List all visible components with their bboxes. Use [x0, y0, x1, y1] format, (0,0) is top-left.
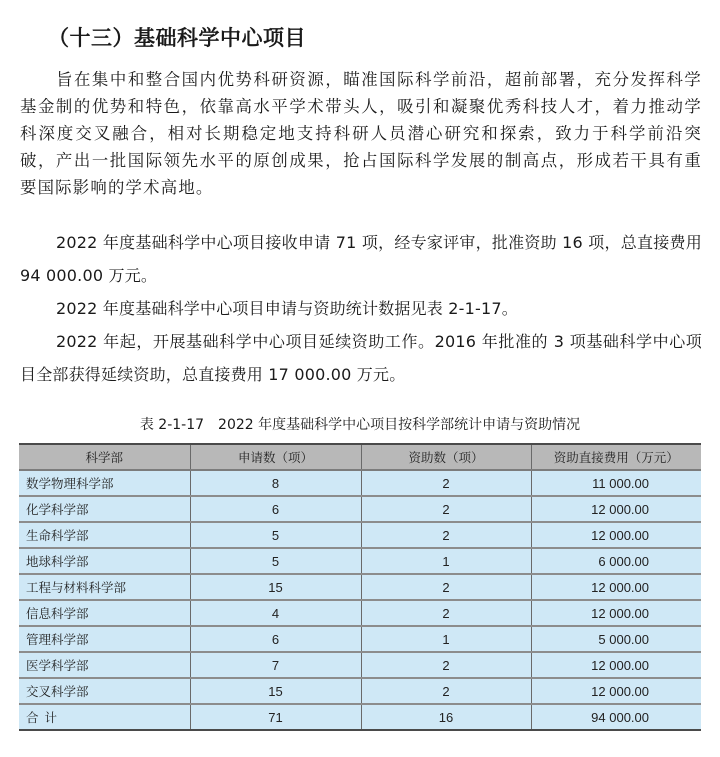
department-cell: 合计 [19, 704, 190, 730]
department-cell: 数学物理科学部 [19, 470, 190, 496]
table-caption-title: 2022 年度基础科学中心项目按科学部统计申请与资助情况 [218, 417, 581, 433]
department-cell: 工程与材料科学部 [19, 574, 190, 600]
funded-cell: 2 [361, 678, 531, 704]
table-row [19, 600, 701, 626]
direct-cost-cell: 11 000.00 [531, 470, 701, 496]
table-row [19, 652, 701, 678]
continuation-funding-paragraph: 2022 年起，开展基础科学中心项目延续资助工作。2016 年批准的 3 项基础科学中心项目全部获得延续资助，总直接费用 17 000.00 万元。 [20, 332, 702, 384]
applications-cell: 15 [190, 574, 361, 600]
funded-cell: 2 [361, 470, 531, 496]
table-row [19, 522, 701, 548]
department-cell: 管理科学部 [19, 626, 190, 652]
funded-cell: 1 [361, 548, 531, 574]
table-row [19, 470, 701, 496]
department-cell: 化学科学部 [19, 496, 190, 522]
applications-cell: 5 [190, 522, 361, 548]
section-title: （十三）基础科学中心项目 [48, 26, 306, 50]
applications-cell: 8 [190, 470, 361, 496]
department-cell: 信息科学部 [19, 600, 190, 626]
applications-cell: 5 [190, 548, 361, 574]
direct-cost-cell: 6 000.00 [531, 548, 701, 574]
intro-paragraph: 旨在集中和整合国内优势科研资源，瞄准国际科学前沿，超前部署，充分发挥科学基金制的优势和特色，依靠高水平学术带头人，吸引和凝聚优秀科技人才，着力推动学科深度交叉融合，相对长期稳定地支持科研人员潜心研究和探索，致力于科学前沿突破，产出一批国际领先水平的原创成果，抢占国际科学发展的制高点，形成若干具有重要国际影响的学术高地。 [20, 70, 702, 197]
table-caption-number: 表 2-1-17 [139, 417, 205, 433]
department-cell: 医学科学部 [19, 652, 190, 678]
applications-cell: 6 [190, 496, 361, 522]
funded-cell: 2 [361, 600, 531, 626]
funding-table [19, 443, 701, 731]
header-funded: 资助数（项） [361, 444, 531, 470]
table-row [19, 678, 701, 704]
funded-cell: 1 [361, 626, 531, 652]
funded-cell: 2 [361, 496, 531, 522]
direct-cost-cell: 94 000.00 [531, 704, 701, 730]
table-caption [0, 414, 720, 434]
header-applications: 申请数（项） [190, 444, 361, 470]
funded-cell: 2 [361, 652, 531, 678]
direct-cost-cell: 12 000.00 [531, 522, 701, 548]
applications-cell: 7 [190, 652, 361, 678]
direct-cost-cell: 12 000.00 [531, 496, 701, 522]
direct-cost-cell: 12 000.00 [531, 652, 701, 678]
applications-cell: 71 [190, 704, 361, 730]
funded-cell: 16 [361, 704, 531, 730]
table-row [19, 548, 701, 574]
header-direct-cost: 资助直接费用（万元） [531, 444, 701, 470]
table-reference-paragraph: 2022 年度基础科学中心项目申请与资助统计数据见表 2-1-17。 [56, 299, 518, 318]
direct-cost-cell: 12 000.00 [531, 600, 701, 626]
department-cell: 交叉科学部 [19, 678, 190, 704]
table-header-row [19, 444, 701, 470]
table-row [19, 574, 701, 600]
applications-cell: 15 [190, 678, 361, 704]
direct-cost-cell: 5 000.00 [531, 626, 701, 652]
direct-cost-cell: 12 000.00 [531, 678, 701, 704]
applications-cell: 4 [190, 600, 361, 626]
applications-cell: 6 [190, 626, 361, 652]
funded-cell: 2 [361, 522, 531, 548]
department-cell: 地球科学部 [19, 548, 190, 574]
department-cell: 生命科学部 [19, 522, 190, 548]
table-total-row [19, 704, 701, 730]
header-department: 科学部 [19, 444, 190, 470]
table-row [19, 626, 701, 652]
application-summary-paragraph: 2022 年度基础科学中心项目接收申请 71 项，经专家评审，批准资助 16 项，总直接费用 94 000.00 万元。 [20, 233, 702, 285]
direct-cost-cell: 12 000.00 [531, 574, 701, 600]
funded-cell: 2 [361, 574, 531, 600]
table-row [19, 496, 701, 522]
